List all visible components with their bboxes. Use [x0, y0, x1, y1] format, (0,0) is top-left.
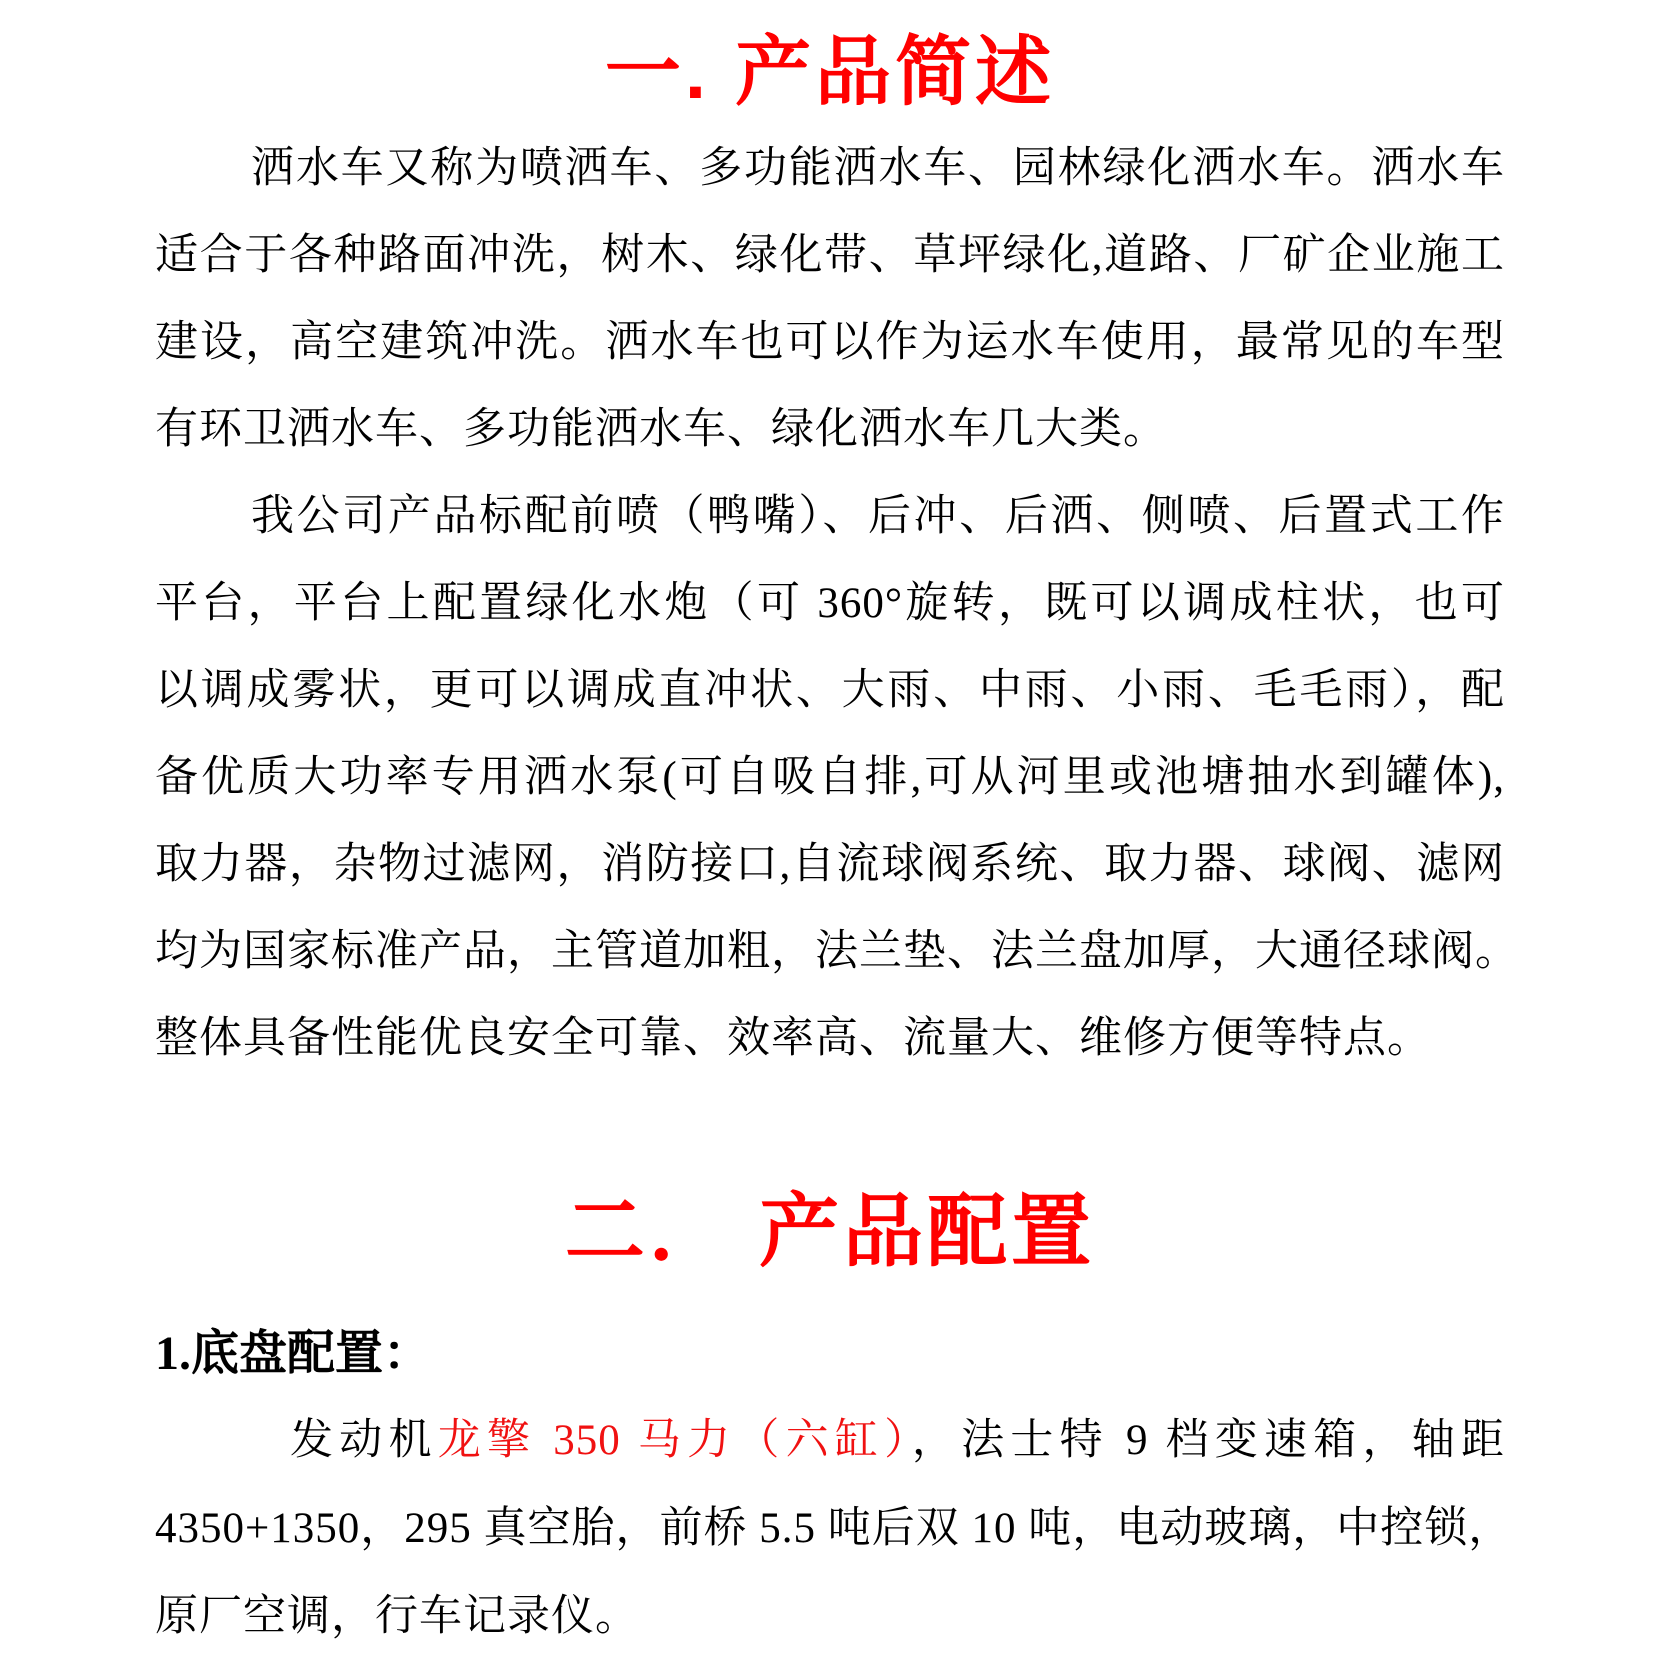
- paragraph-line: 以调成雾状，更可以调成直冲状、大雨、中雨、小雨、毛毛雨），配: [155, 667, 1505, 714]
- chassis-text-suffix: ，法士特 9 档变速箱，轴距: [911, 1417, 1506, 1464]
- paragraph-line: 平台，平台上配置绿化水炮（可 360°旋转，既可以调成柱状，也可: [155, 580, 1505, 627]
- paragraph-line: 有环卫洒水车、多功能洒水车、绿化洒水车几大类。: [155, 406, 1167, 453]
- paragraph-line: 备优质大功率专用洒水泵(可自吸自排,可从河里或池塘抽水到罐体),: [155, 754, 1505, 801]
- paragraph-line: 洒水车又称为喷洒车、多功能洒水车、园林绿化洒水车。洒水车: [251, 145, 1505, 192]
- engine-highlight-text: 龙擎 350 马力（六缸）: [437, 1417, 912, 1464]
- section1-paragraph-2: [155, 473, 1519, 1082]
- paragraph-line: 我公司产品标配前喷（鸭嘴）、后冲、后洒、侧喷、后置式工作: [251, 493, 1505, 540]
- chassis-paragraph: [155, 1397, 1513, 1661]
- section1-title: 一. 产品简述: [604, 30, 1056, 115]
- paragraph-line: 建设，高空建筑冲洗。洒水车也可以作为运水车使用，最常见的车型: [155, 319, 1505, 366]
- section2-title: 二． 产品配置: [564, 1187, 1096, 1276]
- section1-paragraph-1: [155, 125, 1505, 473]
- paragraph-line: 4350+1350，295 真空胎，前桥 5.5 吨后双 10 吨，电动玻璃，中控锁，: [155, 1505, 1513, 1552]
- paragraph-line: 整体具备性能优良安全可靠、效率高、流量大、维修方便等特点。: [155, 1015, 1431, 1062]
- chassis-config-heading: 1.底盘配置：: [155, 1327, 432, 1380]
- paragraph-line: [155, 1397, 1505, 1485]
- paragraph-line: 适合于各种路面冲洗，树木、绿化带、草坪绿化,道路、厂矿企业施工: [155, 232, 1505, 279]
- paragraph-line: 均为国家标准产品，主管道加粗，法兰垫、法兰盘加厚，大通径球阀。: [155, 928, 1519, 975]
- paragraph-line: 原厂空调，行车记录仪。: [155, 1593, 639, 1640]
- chassis-text-prefix: 发动机: [290, 1417, 438, 1464]
- paragraph-line: 取力器，杂物过滤网，消防接口,自流球阀系统、取力器、球阀、滤网: [155, 841, 1505, 888]
